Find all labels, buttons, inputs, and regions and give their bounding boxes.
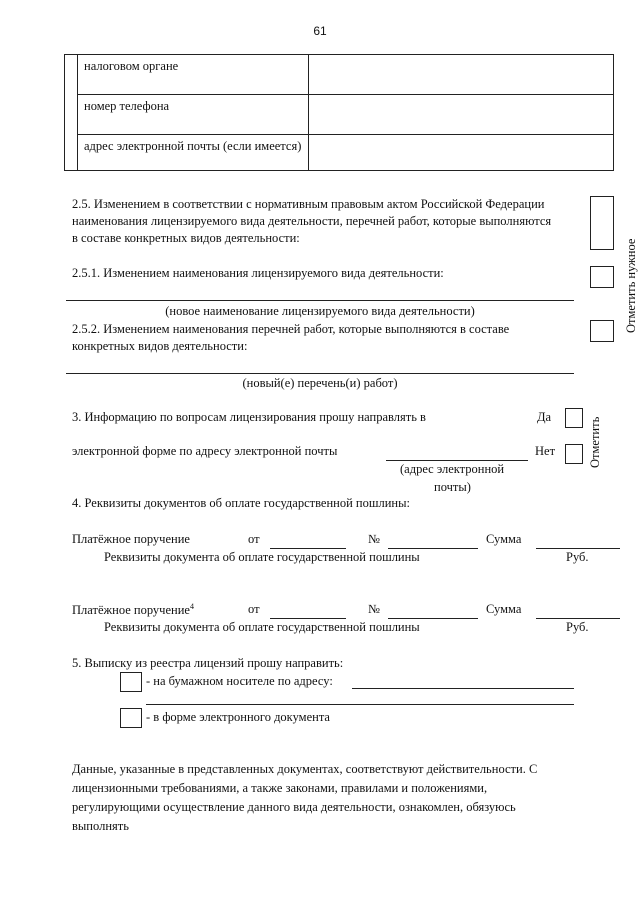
payment-sum-label: Сумма <box>486 532 522 546</box>
table-left-column <box>65 55 78 171</box>
checkbox-2-5-1[interactable] <box>590 266 614 288</box>
payment-order-label <box>72 602 194 618</box>
payment-sum-label: Сумма <box>486 602 522 616</box>
declaration-line: Данные, указанные в представленных документах, соответствуют действительности. С <box>72 762 538 776</box>
caption-email-2: почты) <box>434 480 471 494</box>
payment-sum-input[interactable] <box>536 618 620 619</box>
table-cell-label: номер телефона <box>78 95 309 135</box>
payment-number-label: № <box>368 532 380 546</box>
payment-date-input[interactable] <box>270 548 346 549</box>
checkbox-2-5[interactable] <box>590 196 614 250</box>
no-label: Нет <box>535 444 556 458</box>
footnote-marker: 4 <box>189 602 194 611</box>
section-2-5-text: 2.5. Изменением в соответствии с нормативным правовым актом Российской Федерации наименования лицензируемого вида деятельности, перечней работ, которые выполняются в составе конкретных видов деятельности: <box>72 197 552 245</box>
payment-number-label: № <box>368 602 380 616</box>
payment-number-input[interactable] <box>388 618 478 619</box>
declaration-line: выполнять <box>72 819 129 833</box>
section-5-title: 5. Выписку из реестра лицензий прошу направить: <box>72 656 344 670</box>
section-4-title: 4. Реквизиты документов об оплате государственной пошлины: <box>72 496 410 510</box>
payment-currency-label: Руб. <box>566 620 589 634</box>
contact-table <box>64 54 614 171</box>
side-label-mark: Отметить <box>588 416 602 468</box>
yes-label: Да <box>537 410 552 424</box>
payment-date-input[interactable] <box>270 618 346 619</box>
caption-new-activity-name: (новое наименование лицензируемого вида деятельности) <box>165 304 475 318</box>
caption-email-1: (адрес электронной <box>400 462 505 476</box>
side-label-mark-needed: Отметить нужное <box>624 238 638 333</box>
checkbox-2-5-2[interactable] <box>590 320 614 342</box>
payment-order-text: Платёжное поручение <box>72 603 190 618</box>
table-cell-value[interactable] <box>309 95 614 135</box>
page-number: 61 <box>313 24 327 38</box>
table-cell-label: адрес электронной почты (если имеется) <box>78 135 309 171</box>
table-cell-value[interactable] <box>309 135 614 171</box>
section-3-line1: 3. Информацию по вопросам лицензирования прошу направлять в <box>72 410 426 424</box>
checkbox-paper[interactable] <box>120 672 142 692</box>
checkbox-no[interactable] <box>565 444 583 464</box>
checkbox-electronic[interactable] <box>120 708 142 728</box>
input-line-email[interactable] <box>386 460 528 461</box>
declaration-line: лицензионными требованиями, а также законами, правилами и положениями, <box>72 781 488 795</box>
payment-sum-input[interactable] <box>536 548 620 549</box>
payment-from-label: от <box>248 532 260 546</box>
table-cell-value[interactable] <box>309 55 614 95</box>
option-electronic-label: - в форме электронного документа <box>146 710 330 724</box>
paper-address-input[interactable] <box>352 688 574 689</box>
checkbox-yes[interactable] <box>565 408 583 428</box>
section-3-line2: электронной форме по адресу электронной почты <box>72 444 338 458</box>
input-line-new-activity-name[interactable] <box>66 300 574 301</box>
section-2-5-1-text: 2.5.1. Изменением наименования лицензируемого вида деятельности: <box>72 266 444 280</box>
input-line-new-work-list[interactable] <box>66 373 574 374</box>
payment-from-label: от <box>248 602 260 616</box>
declaration-line: регулирующими осуществление данного вида деятельности, ознакомлен, обязуюсь <box>72 800 516 814</box>
option-paper-label: - на бумажном носителе по адресу: <box>146 674 333 688</box>
caption-new-work-list: (новый(е) перечень(и) работ) <box>242 376 398 390</box>
payment-currency-label: Руб. <box>566 550 589 564</box>
payment-number-input[interactable] <box>388 548 478 549</box>
payment-order-label: Платёжное поручение <box>72 532 190 546</box>
paper-address-input-2[interactable] <box>146 704 574 705</box>
payment-requisites-label: Реквизиты документа об оплате государственной пошлины <box>104 550 420 564</box>
section-2-5-2-text: 2.5.2. Изменением наименования перечней работ, которые выполняются в составе конкретных видов деятельности: <box>72 322 510 353</box>
payment-requisites-label: Реквизиты документа об оплате государственной пошлины <box>104 620 420 634</box>
table-cell-label: налоговом органе <box>78 55 309 95</box>
